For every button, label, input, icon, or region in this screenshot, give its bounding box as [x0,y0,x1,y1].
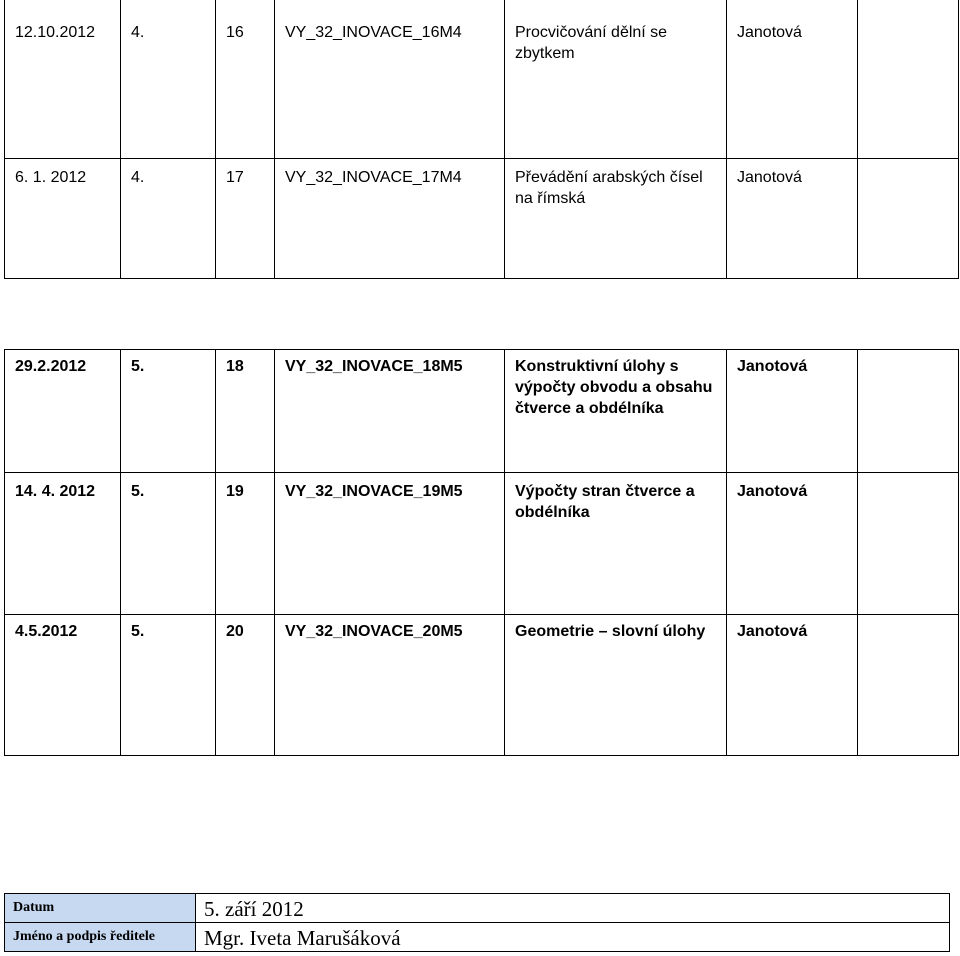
grade-cell: 5. [121,473,216,615]
author-cell: Janotová [727,350,858,473]
empty-cell [858,0,959,159]
number-cell: 17 [216,159,275,279]
author-cell: Janotová [727,0,858,159]
author-cell: Janotová [727,159,858,279]
topic-cell: Geometrie – slovní úlohy [505,615,727,756]
signature-table [4,893,950,952]
code-cell: VY_32_INOVACE_20M5 [275,615,505,756]
empty-cell [858,350,959,473]
name-value: Mgr. Iveta Marušáková [196,923,950,952]
empty-cell [858,159,959,279]
date-cell: 4.5.2012 [5,615,121,756]
topic-cell: Výpočty stran čtverce a obdélníka [505,473,727,615]
number-cell: 20 [216,615,275,756]
grade-cell: 5. [121,350,216,473]
table-row [5,615,959,756]
topic-cell: Převádění arabských čísel na římská [505,159,727,279]
topic-cell: Konstruktivní úlohy s výpočty obvodu a obsahu čtverce a obdélníka [505,350,727,473]
date-value: 5. září 2012 [196,894,950,923]
table-row [5,0,959,159]
code-cell: VY_32_INOVACE_17M4 [275,159,505,279]
date-cell: 12.10.2012 [5,0,121,159]
code-cell: VY_32_INOVACE_16M4 [275,0,505,159]
author-cell: Janotová [727,473,858,615]
materials-table-bottom [4,349,959,756]
grade-cell: 4. [121,159,216,279]
table-row [5,350,959,473]
code-cell: VY_32_INOVACE_18M5 [275,350,505,473]
date-cell: 14. 4. 2012 [5,473,121,615]
number-cell: 16 [216,0,275,159]
grade-cell: 4. [121,0,216,159]
grade-cell: 5. [121,615,216,756]
code-cell: VY_32_INOVACE_19M5 [275,473,505,615]
topic-cell: Procvičování dělní se zbytkem [505,0,727,159]
name-row [5,923,950,952]
date-cell: 6. 1. 2012 [5,159,121,279]
author-cell: Janotová [727,615,858,756]
number-cell: 18 [216,350,275,473]
name-label: Jméno a podpis ředitele [5,923,196,952]
empty-cell [858,473,959,615]
date-row [5,894,950,923]
date-cell: 29.2.2012 [5,350,121,473]
empty-cell [858,615,959,756]
table-row [5,473,959,615]
number-cell: 19 [216,473,275,615]
materials-table-top [4,0,959,279]
table-row [5,159,959,279]
date-label: Datum [5,894,196,923]
